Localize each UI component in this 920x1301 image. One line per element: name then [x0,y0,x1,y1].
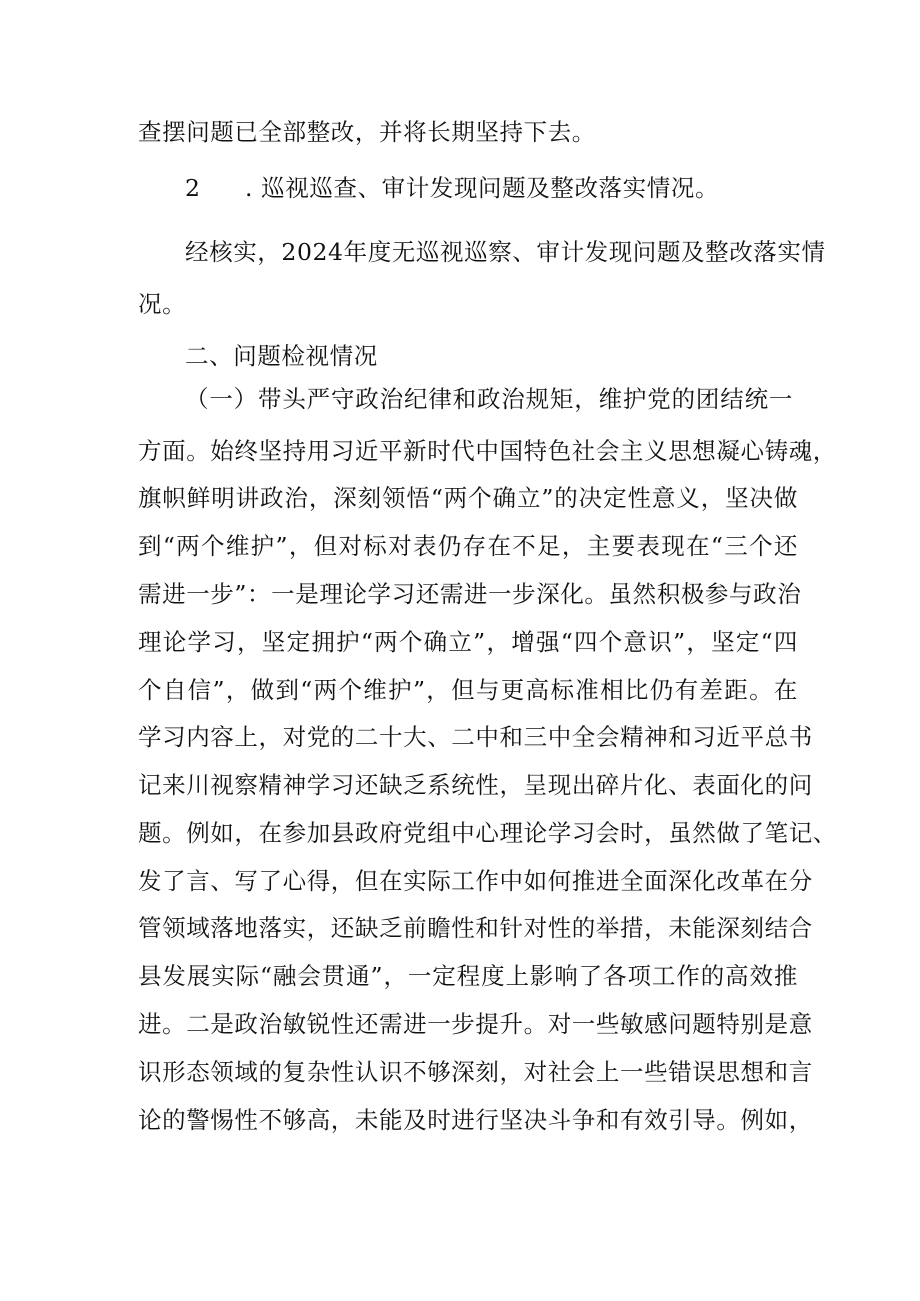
paragraph-line: 进。二是政治敏锐性还需进一步提升。对一些敏感问题特别是意 [138,1010,813,1038]
paragraph-line: 论的警惕性不够高，未能及时进行坚决斗争和有效引导。例如， [138,1106,813,1134]
paragraph-line: 题。例如，在参加县政府党组中心理论学习会时，虽然做了笔记、 [138,819,837,847]
paragraph-line: 个自信”，做到“两个维护”，但与更高标准相比仍有差距。在 [138,676,798,704]
paragraph-line: 到“两个维护”，但对标对表仍存在不足，主要表现在“三个还 [138,532,798,560]
paragraph-line: 需进一步”：一是理论学习还需进一步深化。虽然积极参与政治 [138,580,802,608]
paragraph-line: 理论学习，坚定拥护“两个确立”，增强“四个意识”，坚定“四 [138,628,798,656]
section-number: 2 [185,174,200,202]
section-heading: . 巡视巡查、审计发现问题及整改落实情况。 [245,174,720,202]
paragraph-line: 县发展实际“融会贯通”，一定程度上影响了各项工作的高效推 [138,962,798,990]
paragraph-line: 管领域落地落实，还缺乏前瞻性和针对性的举措，未能深刻结合 [138,914,813,942]
paragraph-line: 方面。始终坚持用习近平新时代中国特色社会主义思想凝心铸魂， [138,437,837,465]
paragraph-line: 识形态领域的复杂性认识不够深刻，对社会上一些错误思想和言 [138,1058,813,1086]
paragraph-line: 况。 [138,290,187,318]
paragraph-line: 旗帜鲜明讲政治，深刻领悟“两个确立”的决定性意义，坚决做 [138,484,798,512]
section-title: 二、问题检视情况 [185,342,378,370]
paragraph-line: 学习内容上，对党的二十大、二中和三中全会精神和习近平总书 [138,723,813,751]
paragraph-line: 经核实，2024年度无巡视巡察、审计发现问题及整改落实情 [185,238,826,266]
paragraph-line: 查摆问题已全部整改，并将长期坚持下去。 [138,118,596,146]
paragraph-line: （一）带头严守政治纪律和政治规矩，维护党的团结统一 [185,385,793,413]
paragraph-line: 记来川视察精神学习还缺乏系统性，呈现出碎片化、表面化的问 [138,771,813,799]
paragraph-line: 发了言、写了心得，但在实际工作中如何推进全面深化改革在分 [138,867,813,895]
